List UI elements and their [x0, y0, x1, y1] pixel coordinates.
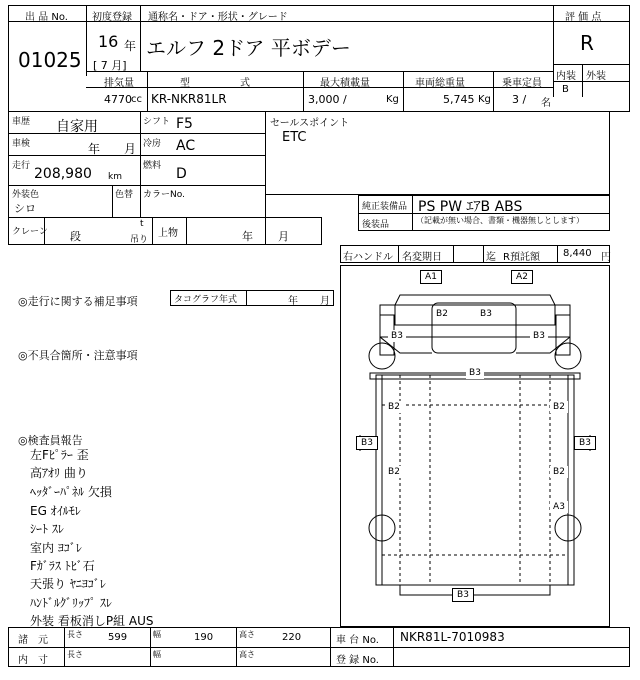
chassis-value: NKR81L-7010983 [400, 630, 505, 644]
reg-year-unit: 年 [124, 39, 137, 53]
recycle-label: R預託額 [503, 252, 540, 263]
inspector-line: EG ｵｲﾙﾓﾚ [30, 504, 81, 518]
aftermarket-label: 後装品 [362, 220, 390, 230]
rhd-label: 右ハンドル [343, 252, 393, 263]
interior-grade-label: 内装 [556, 71, 576, 82]
grade-value: R [580, 31, 594, 55]
crane-label: クレーン [12, 227, 48, 237]
recycle-unit: 円 [601, 252, 611, 263]
mileage-unit: km [108, 172, 122, 182]
interior-height-label: 高さ [239, 650, 255, 659]
ac-value: AC [176, 138, 196, 154]
history-label: 車歴 [12, 117, 31, 127]
model-label: 型 式 [180, 78, 250, 89]
inspection-year: 年 [88, 142, 101, 156]
interior-width-label: 幅 [153, 650, 161, 659]
inspector-line: 室内 ﾖｺﾞﾚ [30, 541, 82, 555]
inspector-line: 左Fﾋﾟﾗｰ 歪 [30, 448, 89, 462]
gross-weight-unit: Kg [478, 94, 491, 105]
height-label: 高さ [239, 630, 255, 639]
capacity-label: 乗車定員 [502, 78, 542, 89]
registration-label: 登 録 No. [336, 655, 379, 666]
inspector-line: ﾍｯﾀﾞｰﾊﾟﾈﾙ 欠損 [30, 485, 112, 499]
gross-weight-value: 5,745 [443, 93, 475, 106]
tacho-year: 年 [288, 296, 298, 307]
width-value: 190 [194, 632, 214, 643]
max-load-value: 3,000 / [308, 93, 347, 106]
fuel-value: D [176, 166, 187, 182]
color-no-label: カラーNo. [143, 190, 185, 200]
displacement-label: 排気量 [104, 78, 134, 89]
lift-label: 上物 [158, 228, 178, 239]
tacho-month: 月 [320, 296, 330, 307]
crane-ton: t [140, 219, 144, 229]
mileage-label: 走行 [12, 161, 31, 171]
damage-tag: B2 [385, 401, 403, 413]
crane-lift: 吊り [130, 235, 149, 245]
max-load-unit: Kg [386, 94, 399, 105]
model-value: KR-NKR81LR [151, 92, 227, 106]
damage-tag: A2 [511, 270, 533, 284]
reg-year: 16 [98, 32, 119, 51]
inspector-line: Fｶﾞﾗｽ ﾄﾋﾞ石 [30, 559, 95, 573]
damage-tag: B3 [574, 436, 596, 450]
inspection-label: 車検 [12, 139, 31, 149]
inspector-line: 天張り ﾔﾆﾖｺﾞﾚ [30, 577, 106, 591]
damage-tag: B2 [433, 308, 451, 320]
name-change-label: 名変期日 [402, 252, 442, 263]
defect-notes-label: ◎不具合箇所・注意事項 [18, 349, 138, 362]
fuel-label: 燃料 [143, 161, 162, 171]
damage-tag: B3 [530, 330, 548, 342]
width-label: 幅 [153, 630, 161, 639]
damage-tag: B3 [452, 588, 474, 602]
inspector-line: ﾊﾝﾄﾞﾙｸﾞﾘｯﾌﾟ ｽﾚ [30, 596, 112, 610]
inspector-line: 外装 看板消しP組 AUS [30, 614, 154, 628]
inspector-line: ｼｰﾄ ｽﾚ [30, 522, 64, 536]
damage-tag: B2 [550, 401, 568, 413]
damage-tag: B2 [385, 466, 403, 478]
history-value: 自家用 [56, 119, 98, 135]
lot-number: 01025 [18, 48, 82, 72]
first-reg-label: 初度登録 [92, 12, 132, 23]
inspector-report-label: ◎検査員報告 [18, 434, 83, 447]
damage-tag: B3 [356, 436, 378, 450]
shift-label: シフト [143, 117, 171, 127]
damage-tag: A1 [420, 270, 442, 284]
exterior-color-value: シロ [14, 202, 36, 215]
height-value: 220 [282, 632, 302, 643]
car-name: エルフ 2ドア 平ボデー [146, 36, 351, 60]
car-name-label: 通称名・ドア・形状・グレード [148, 12, 288, 23]
reg-month: [ 7 月] [93, 59, 127, 72]
displacement-unit: cc [131, 94, 142, 105]
capacity-unit: 名 [541, 98, 551, 109]
interior-dim-label: 内 寸 [18, 655, 48, 666]
grade-label: 評 価 点 [565, 12, 602, 23]
capacity-value: 3 / [512, 93, 527, 106]
interior-grade-value: B [562, 84, 569, 95]
damage-tag: A3 [550, 501, 568, 513]
tacho-label: タコグラフ年式 [174, 295, 238, 305]
length-value: 599 [108, 632, 128, 643]
recycle-value: 8,440 [563, 248, 592, 259]
inspector-line: 高ｱｵﾘ 曲り [30, 466, 88, 480]
dimensions-label: 諸 元 [18, 635, 48, 646]
gross-weight-label: 車両総重量 [415, 78, 465, 89]
truck-outline-svg [340, 265, 610, 627]
exterior-color-label: 外装色 [12, 190, 40, 200]
lift-month: 月 [278, 230, 289, 243]
equipment-label: 純正装備品 [362, 202, 408, 212]
damage-tag: B3 [388, 330, 406, 342]
crane-stage: 段 [70, 230, 81, 243]
chassis-label: 車 台 No. [336, 635, 379, 646]
aftermarket-note: （記載が無い場合、書類・機器無しとします） [416, 216, 584, 225]
driving-notes-label: ◎走行に関する補足事項 [18, 295, 138, 308]
damage-tag: B3 [477, 308, 495, 320]
lot-label: 出 品 No. [25, 12, 68, 23]
max-load-label: 最大積載量 [320, 78, 370, 89]
tax-label: 迄 [486, 252, 496, 263]
interior-length-label: 長さ [67, 650, 83, 659]
shift-value: F5 [176, 116, 193, 132]
damage-tag: B2 [550, 466, 568, 478]
damage-tag: B3 [466, 367, 484, 379]
displacement-value: 4770 [104, 93, 132, 106]
inspection-month: 月 [124, 142, 137, 156]
mileage-value: 208,980 [34, 166, 92, 182]
length-label: 長さ [67, 630, 83, 639]
color-change-label: 色替 [115, 190, 134, 200]
equipment-value: PS PW ｴｱB ABS [418, 199, 523, 215]
exterior-grade-label: 外装 [586, 71, 606, 82]
sales-point-value: ETC [282, 130, 307, 145]
ac-label: 冷房 [143, 139, 162, 149]
lift-year: 年 [242, 230, 253, 243]
sales-point-label: セールスポイント [270, 118, 350, 129]
